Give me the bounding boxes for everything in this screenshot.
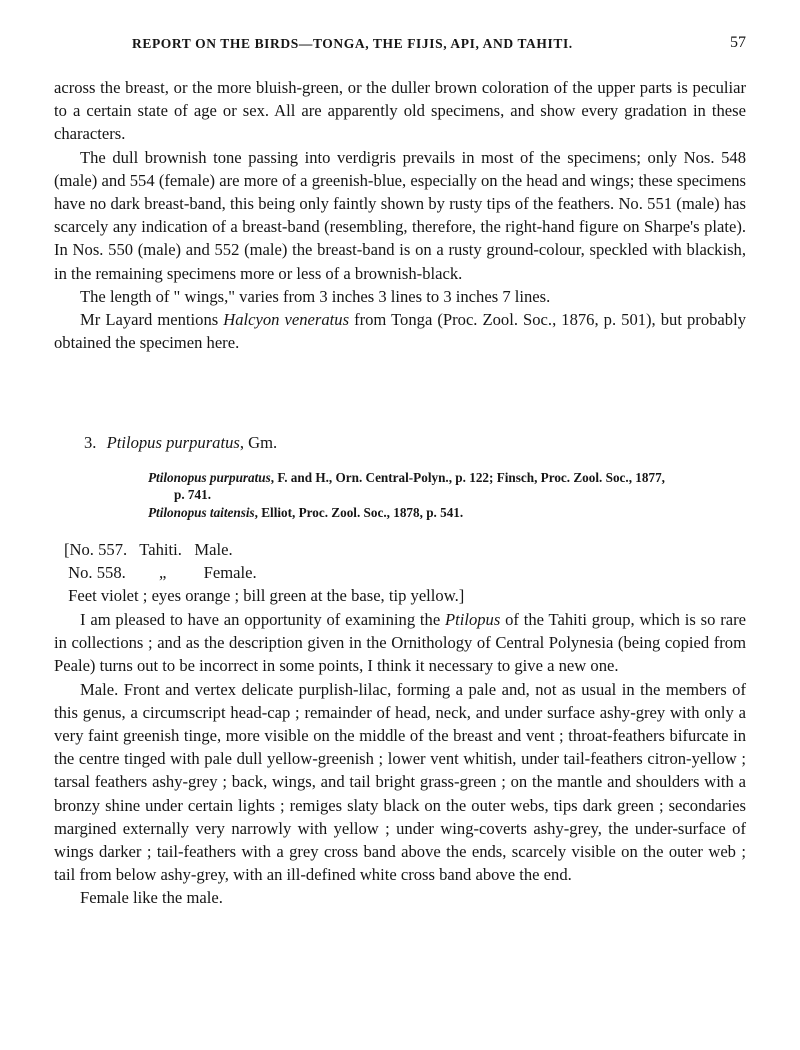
synonym-entry	[148, 504, 748, 521]
species-authority: , Gm.	[239, 433, 278, 452]
paragraph-female: Female like the male.	[80, 888, 223, 908]
paragraph-male-description: Male. Front and vertex delicate purplish-lilac, forming a pale and, not as usual in the members of this genus, a circumscript head-cap ; remainder of head, neck, and under surface ashy-grey with only a very faint greenish tinge, more visible on the middle of the breast and vent ; throat-feathers bifurcate in the centre tinged with pale dull yellow-greenish ; lower vent whitish, under tail-feathers citron-yellow ; tarsal feathers ashy-grey ; back, wings, and tail bright grass-green ; on the mantle and shoulders with a bronzy shine under certain lights ; remiges slaty black on the outer webs, tips dark green ; secondaries margined externally very narrowly with yellow ; under wing-coverts ashy-grey, the under-surface of wings darker ; tail-feathers with a grey cross band above the ends, scarcely visible on the outer web ; tail from below ashy-grey, with an ill-defined white cross band above the end.	[54, 679, 746, 885]
synonym-entry	[148, 469, 748, 503]
layard-text-after: from Tonga (Proc. Zool. Soc., 1876, p. 501), but probably obtained the specimen here.	[54, 310, 746, 353]
paragraph-coloration: across the breast, or the more bluish-green, or the duller brown coloration of the upper parts is peculiar to a certain state of age or sex. All are apparently old specimens, and show every gradation in these characters.	[54, 78, 746, 144]
species-number: 3.	[84, 433, 97, 452]
specimen-line: No. 558. „ Female.	[64, 563, 257, 583]
paragraph-layard	[54, 308, 746, 354]
intro-text-before: I am pleased to have an opportunity of examining the	[80, 610, 445, 629]
specimen-list	[54, 538, 746, 608]
layard-text-before: Mr Layard mentions	[80, 310, 224, 330]
synonym-citation: , F. and H., Orn. Central-Polyn., p. 122; Finsch, Proc. Zool. Soc., 1877,	[270, 470, 665, 485]
species-heading	[84, 433, 277, 453]
kingfisher-text	[54, 76, 746, 354]
ptilopus-description	[54, 608, 746, 910]
halcyon-name: Halcyon veneratus	[223, 310, 350, 330]
paragraph-specimens-tone: The dull brownish tone passing into verdigris prevails in most of the specimens; only Nos. 548 (male) and 554 (female) are more of a greenish-blue, especially on the head and wings; these specimens have no dark breast-band, this being only faintly shown by rusty tips of the feathers. No. 551 (male) has scarcely any indication of a breast-band (resembling, therefore, the right-hand figure on Sharpe's plate). In Nos. 550 (male) and 552 (male) the breast-band is on a rusty ground-colour, speckled with blackish, in the remaining specimens more or less of a brownish-black.	[54, 147, 746, 283]
synonym-continuation: p. 741.	[174, 487, 212, 502]
intro-text-after: of the Tahiti group, which is so rare in collections ; and as the description given in the Ornithology of Central Polynesia (being copied from Peale) turns out to be incorrect in some points, I think it necessary to give a new one.	[54, 610, 746, 676]
paragraph-introduction	[54, 608, 746, 678]
page-number: 57	[730, 34, 746, 51]
synonym-name: Ptilonopus purpuratus	[148, 470, 271, 485]
synonym-citation: , Elliot, Proc. Zool. Soc., 1878, p. 541.	[254, 505, 464, 520]
specimen-line: [No. 557. Tahiti. Male.	[64, 540, 233, 559]
running-header	[54, 36, 746, 56]
synonym-name: Ptilonopus taitensis	[148, 505, 255, 520]
specimen-note: Feet violet ; eyes orange ; bill green at the base, tip yellow.]	[64, 586, 465, 606]
paragraph-wing-length: The length of " wings," varies from 3 inches 3 lines to 3 inches 7 lines.	[80, 286, 551, 306]
running-title: REPORT ON THE BIRDS—TONGA, THE FIJIS, API, AND TAHITI.	[132, 36, 573, 51]
ptilopus-name: Ptilopus	[445, 610, 501, 629]
species-name: Ptilopus purpuratus	[106, 433, 240, 452]
